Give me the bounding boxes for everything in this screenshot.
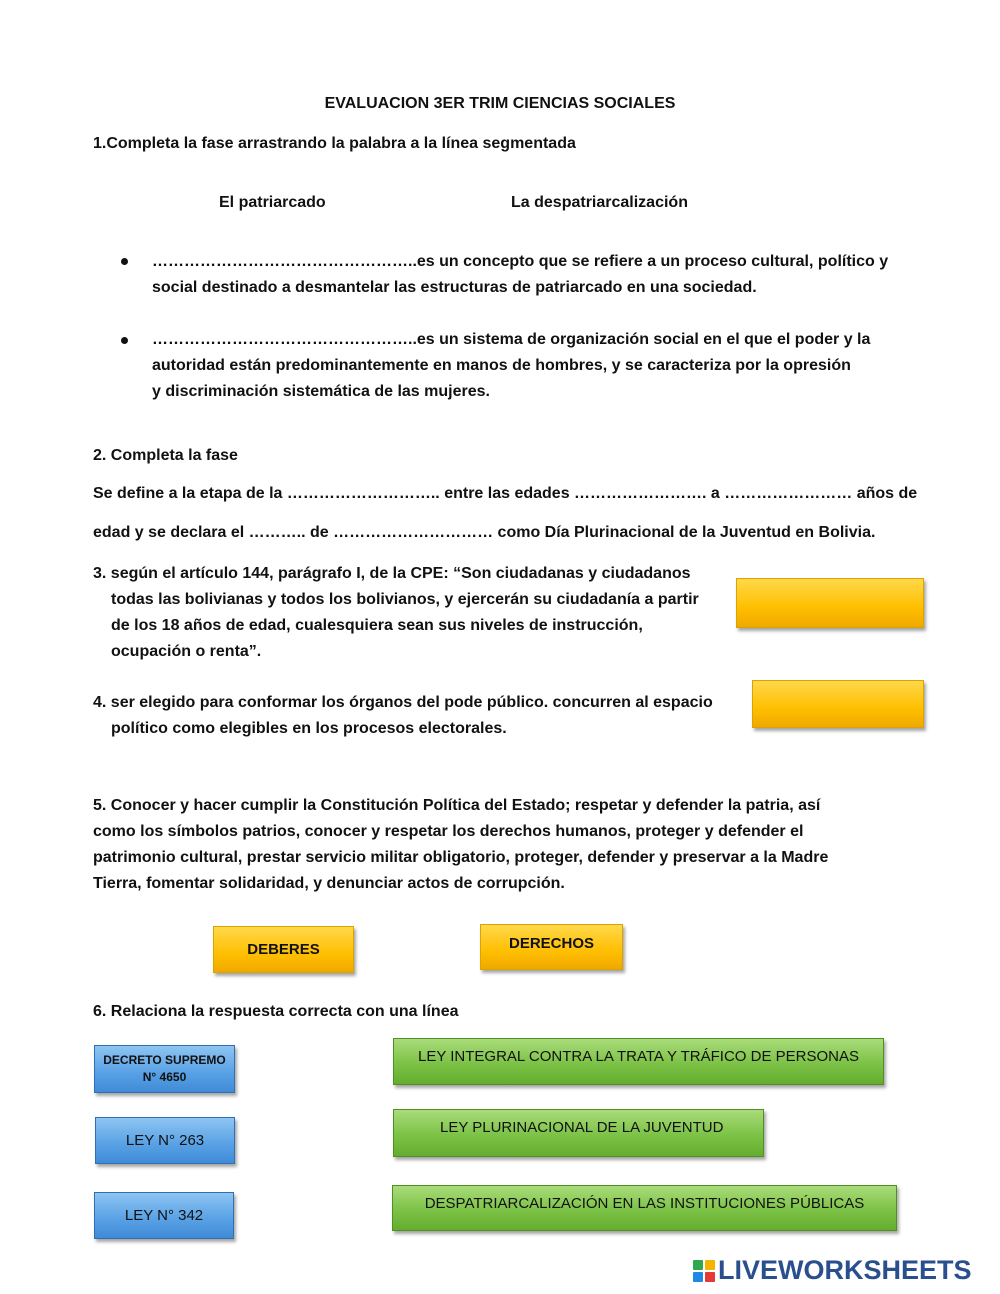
q1-b1-line1[interactable]: …………………………………………..es un concepto que se refiere a un proceso cultural, político y xyxy=(152,253,889,270)
question-2-heading: 2. Completa la fase xyxy=(93,447,238,464)
q4-line2: político como elegibles en los procesos electorales. xyxy=(111,720,507,737)
q5-line4: Tierra, fomentar solidaridad, y denunciar actos de corrupción. xyxy=(93,875,565,892)
ley-trata-trafico-box[interactable]: LEY INTEGRAL CONTRA LA TRATA Y TRÁFICO DE PERSONAS xyxy=(393,1038,884,1085)
question-5-text xyxy=(93,793,828,897)
q3-line3: de los 18 años de edad, cualesquiera sean sus niveles de instrucción, xyxy=(111,617,643,634)
q3-line4: ocupación o renta”. xyxy=(111,643,262,660)
decreto-line1: DECRETO SUPREMO xyxy=(103,1053,226,1067)
q5-line1: 5. Conocer y hacer cumplir la Constitución Política del Estado; respetar y defender la patria, así xyxy=(93,797,821,814)
q3-answer-drop-box[interactable] xyxy=(736,578,924,628)
ley-juventud-box[interactable]: LEY PLURINACIONAL DE LA JUVENTUD xyxy=(393,1109,764,1157)
q3-line2: todas las bolivianas y todos los bolivianos, y ejercerán su ciudadanía a partir xyxy=(111,591,699,608)
bullet-2 xyxy=(121,337,128,344)
question-1-heading: 1.Completa la fase arrastrando la palabra a la línea segmentada xyxy=(93,135,576,152)
despatriarcalizacion-box[interactable]: DESPATRIARCALIZACIÓN EN LAS INSTITUCIONES PÚBLICAS xyxy=(392,1185,897,1231)
bullet-1 xyxy=(121,258,128,265)
decreto-supremo-4650-box[interactable] xyxy=(94,1045,235,1093)
q1-b1-line2: social destinado a desmantelar las estructuras de patriarcado en una sociedad. xyxy=(152,279,757,296)
ley-263-box[interactable]: LEY N° 263 xyxy=(95,1117,235,1164)
decreto-line2: N° 4650 xyxy=(142,1070,187,1084)
q2-line1[interactable]: Se define a la etapa de la ……………………….. entre las edades ……………………. a …………………… años de xyxy=(93,485,918,502)
q1-b2-line1[interactable]: …………………………………………..es un sistema de organización social en el que el poder y la xyxy=(152,331,871,348)
liveworksheets-logo xyxy=(693,1255,972,1286)
question-3-text xyxy=(93,561,699,665)
drag-word-patriarcado[interactable]: El patriarcado xyxy=(219,194,326,211)
q4-line1: 4. ser elegido para conformar los órganos del pode público. concurren al espacio xyxy=(93,694,713,711)
q1-b2-line2: autoridad están predominantemente en manos de hombres, y se caracteriza por la opresión xyxy=(152,357,851,374)
logo-grid-icon xyxy=(693,1260,715,1282)
question-6-heading: 6. Relaciona la respuesta correcta con una línea xyxy=(93,1003,459,1020)
question-4-text xyxy=(93,690,713,742)
page-title: EVALUACION 3ER TRIM CIENCIAS SOCIALES xyxy=(324,95,676,112)
deberes-button[interactable]: DEBERES xyxy=(213,926,354,973)
q5-line3: patrimonio cultural, prestar servicio militar obligatorio, proteger, defender y preservar a la Madre xyxy=(93,849,829,866)
q1-bullet-1-text xyxy=(152,249,888,301)
q4-answer-drop-box[interactable] xyxy=(752,680,924,728)
q2-line2[interactable]: edad y se declara el ……….. de ………………………… como Día Plurinacional de la Juventud en Bolivia. xyxy=(93,524,876,541)
brand-name: LIVEWORKSHEETS xyxy=(718,1255,972,1285)
q3-line1: 3. según el artículo 144, parágrafo I, de la CPE: “Son ciudadanas y ciudadanos xyxy=(93,565,691,582)
q5-line2: como los símbolos patrios, conocer y respetar los derechos humanos, proteger y defender el xyxy=(93,823,804,840)
q1-b2-line3: y discriminación sistemática de las mujeres. xyxy=(152,383,490,400)
drag-word-despatriarcalizacion[interactable]: La despatriarcalización xyxy=(511,194,688,211)
ley-342-box[interactable]: LEY N° 342 xyxy=(94,1192,234,1239)
q1-bullet-2-text xyxy=(152,327,870,405)
derechos-button[interactable]: DERECHOS xyxy=(480,924,623,970)
